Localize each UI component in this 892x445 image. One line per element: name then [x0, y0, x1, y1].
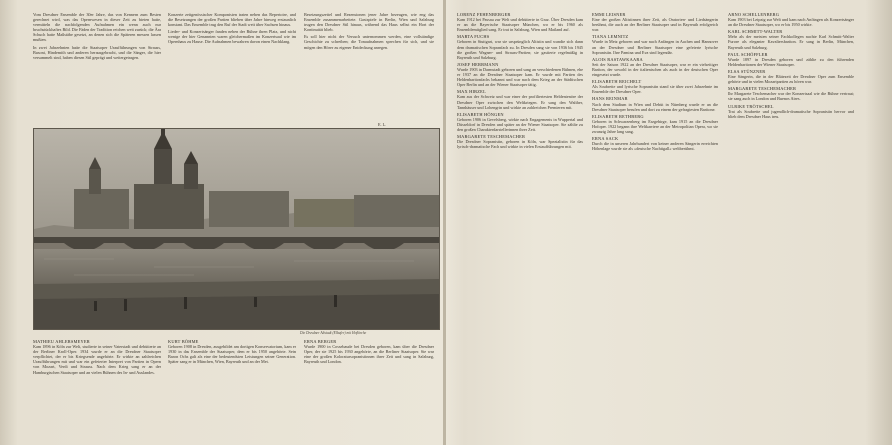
author-signature: E. L.: [378, 122, 387, 127]
singer-bio: Wurde 1903 in Darmstadt geboren und sang an verschiedenen Bühnen, ehe er 1937 an die Dresdner Staatsoper kam. Er wurde mit Partien des Heldenbaritonfachs bekannt und war nach dem Krieg an der Städtischen Oper Berlin und an der Wiener Staatsoper tätig.: [457, 66, 583, 88]
intro-paragraph: In zwei Jahrzehnten hatte die Staatsoper Uraufführungen von Strauss, Busoni, Hindemith und anderen herausgebracht, und die Sänger, die hier versammelt sind, haben diesen Stil geprägt und weitergetragen.: [33, 44, 161, 60]
singer-bio: Die Dresdner Sopranistin, geboren in Köln, war Spezialistin für das lyrisch-dramatische Fach und wirkte in vielen Erstaufführungen mit.: [457, 139, 583, 150]
singer-name: ULRIKE TRÖTSCHEL: [728, 103, 774, 109]
singer-name: ALOIS RASTAWKAARA: [592, 56, 643, 62]
singer-name: MARGARETE TESCHEMACHER: [457, 134, 526, 140]
singer-bio: Trat als Soubrette und jugendlich-dramatische Sopranistin hervor und blieb dem Dresdner Haus treu.: [728, 108, 854, 119]
singer-name: ELISABETH HÖNGEN: [457, 111, 504, 117]
singer-bio: Geboren 1908 in Dresden, ausgebildet am dortigen Konservatorium, kam er 1930 in das Ensemble der Staatsoper, dem er bis 1950 angehörte. Sein Baron Ochs galt als eine der bedeutendsten Leistungen seiner Generation. Später sang er in München, Wien, Bayreuth und an der Met.: [168, 344, 296, 365]
singer-bio: Als Soubrette und lyrische Sopranistin stand sie über zwei Jahrzehnte im Ensemble der Dresdner Oper.: [592, 84, 718, 95]
intro-paragraph: Es soll hier nicht der Versuch unternommen werden, eine vollständige Geschichte zu schreiben; die Tonaufnahmen sprechen für sich, und sie mögen den Hörer zu eigener Entdeckung anregen.: [304, 34, 434, 50]
singer-name: MAX HIRZEL: [457, 89, 486, 95]
singer-bio: Kam 1912 bei Passau zur Welt und debütierte in Graz. Über Dresden kam er an die Bayerische Staatsoper München, wo er bis 1960 als Ensemblemitglied sang. Er trat in Salzburg, Wien und Mailand auf.: [457, 17, 583, 33]
intro-paragraph: Vom Dresdner Ensemble der 30er Jahre, das von Kennern zum Besten gerechnet wird, was das Opernwesen in dieser Zeit zu bieten hatte, vermitteln die nachfolgenden Aufnahmen ein wenn auch nur bruchstückhaftes Bild. Die Fäden der Tradition reichen weit zurück; die Ära Schuch hatte Maßstäbe gesetzt, an denen sich die Späteren messen lassen mußten.: [33, 12, 161, 43]
spine-fold: [443, 0, 446, 445]
bio-column-right-1: [457, 10, 583, 438]
photo-caption: Die Dresdner Altstadt (Elbufer) mit Hofkirche: [300, 331, 367, 335]
singer-name: PAUL SCHÖFFLER: [728, 51, 768, 57]
intro-column-2: [168, 12, 296, 124]
singer-bio: Seit der Saison 1922 an der Dresdner Staatsoper, war er ein vielseitiger Bariton, der sowohl in der italienischen als auch in der deutschen Oper eingesetzt wurde.: [592, 61, 718, 78]
singer-name: HANS REINMAR: [592, 96, 628, 102]
bio-column-right-3: [728, 10, 854, 438]
singer-name: ELISABETH RETHBERG: [592, 113, 644, 119]
singer-bio: Wurde 1900 in Cossebaude bei Dresden geboren, kam über die Dresdner Oper, der sie 1925 bis 1930 angehörte, an die Berliner Staatsoper. Sie war eine der großen Koloratursopranistinnen ihrer Zeit und sang in Salzburg, Bayreuth und London.: [304, 344, 434, 365]
singer-bio: Ihr Margarete Teschemacher war der Konzertsaal wie die Bühne vertraut; sie sang auch in London und Buenos Aires.: [728, 91, 854, 102]
singer-name: KARL SCHMITT-WALTER: [728, 29, 783, 35]
singer-bio: Wurde 1897 in Dresden geboren und zählte zu den führenden Heldenbaritonen der Wiener Staatsoper.: [728, 56, 854, 67]
singer-bio: Eine der großen Altistinnen ihrer Zeit, als Oratorien- und Liedsängerin berühmt, die auch an der Berliner Staatsoper und in Bayreuth erfolgreich war.: [592, 17, 718, 33]
bio-column-left-2: [168, 337, 296, 437]
singer-name: MATHIEU AHLERSMEYER: [33, 339, 90, 344]
intro-paragraph: Lieder- und Konzertsänger fanden neben der Bühne ihren Platz, und nicht wenige der hier Genannten waren gleichermaßen im Konzertsaal wie im Opernhaus zu Hause. Die Aufnahmen bewahren davon einen Nachklang.: [168, 29, 296, 45]
singer-bio: Nach dem Studium in Wien und Debüt in Nürnberg wurde er an die Dresdner Staatsoper berufen und dort zu einem der gefragtesten Baritone.: [592, 101, 718, 112]
singer-name: KURT BÖHME: [168, 339, 199, 344]
bio-column-right-2: [592, 10, 718, 438]
singer-name: MARTA FUCHS: [457, 34, 490, 40]
singer-name: TIANA LEMNITZ: [592, 34, 629, 40]
singer-bio: Geboren in Stuttgart, war sie ursprünglich Altistin und wandte sich dann dem dramatischen Sopranfach zu. In Dresden sang sie von 1936 bis 1945 die großen Wagner- und Strauss-Partien; sie gastierte regelmäßig in Bayreuth und Salzburg.: [457, 39, 583, 60]
bio-column-left-1: [33, 337, 161, 437]
intro-paragraph: Konzerte zeitgenössischer Komponisten traten neben das Repertoire, und die Besetzungen der großen Partien blieben über Jahre hinweg erstaunlich konstant. Das Ensemble trug den Ruf der Stadt weit über Sachsen hinaus.: [168, 12, 296, 28]
singer-bio: Durch die in unseren Jahrhundert von keiner anderen Sängerin erreichten Höhenlage wurde sie als »deutsche Nachtigall« weltberühmt.: [592, 141, 718, 152]
singer-name: LORENZ FEHENBERGER: [457, 12, 511, 17]
singer-name: ELSA STÜNZNER: [728, 68, 766, 74]
singer-bio: Mehr als der meisten seiner Fachkollegen nachte Karl Schmitt-Walter Furore als eleganter Kavaliersbariton. Er sang in Berlin, München, Bayreuth und Salzburg.: [728, 34, 854, 50]
singer-bio: Eine Sängerin, die in der Blütezeit der Dresdner Oper zum Ensemble gehörte und in vielen Mozartpartien zu hören war.: [728, 74, 854, 85]
intro-paragraph: Besetzungszettel und Rezensionen jener Jahre bezeugen, wie eng das Ensemble zusammenarbeitete. Gastspiele in Berlin, Wien und Salzburg trugen den Dresdner Stil hinaus, während das Haus selbst ein Hort der Kontinuität blieb.: [304, 12, 434, 33]
intro-column-1: [33, 12, 161, 124]
singer-name: MARGARETE TESCHEMACHER: [728, 86, 797, 92]
singer-bio: Kam 1896 in Köln zur Welt, studierte in seiner Vaterstadt und debütierte an der Berliner Kroll-Oper. 1934 wurde er an die Dresdner Staatsoper verpflichtet, der er bis Kriegsende angehörte. Er wirkte an zahlreichen Uraufführungen mit und war ein gefeierter Interpret von Partien in Opern von Mozart, Verdi und Strauss. Nach dem Krieg sang er an der Hamburgischen Staatsoper und an vielen Bühnen des In- und Auslandes.: [33, 344, 161, 375]
singer-bio: Geboren 1906 in Gevelsberg, wirkte nach Engagements in Wuppertal und Düsseldorf in Dresden und später an der Wiener Staatsoper. Sie zählte zu den großen Charakterdarstellerinnen ihrer Zeit.: [457, 116, 583, 132]
singer-name: JOSEF HERRMANN: [457, 61, 499, 67]
singer-bio: Geboren in Schwarzenberg im Erzgebirge, kam 1915 an die Dresdner Hofoper. 1922 begann ihre Weltkarriere an der Metropolitan Opera, wo sie zwanzig Jahre lang sang.: [592, 118, 718, 134]
dresden-cityscape-photo: [33, 128, 440, 330]
singer-name: ERNA BERGER: [304, 339, 337, 344]
singer-name: ERNA SACK: [592, 136, 619, 142]
singer-name: ARNO SCHELLENBERG: [728, 12, 780, 17]
singer-bio: Kam 1903 bei Leipzig zur Welt und kam nach Anfängen als Konzertsänger an die Dresdner Staatsoper, wo er bis 1950 wirkte.: [728, 17, 854, 28]
singer-bio: Wurde in Metz geboren und war nach Anfängen in Aachen und Hannover an der Dresdner und Berliner Staatsoper eine gefeierte lyrische Sopranistin. Ihre Pamina und Eva sind legendär.: [592, 39, 718, 55]
intro-column-3: [304, 12, 434, 120]
bio-column-left-3: [304, 337, 434, 437]
singer-bio: Kam aus der Schweiz und war einer der profiliertesten Heldentenöre der Dresdner Oper zwischen den Weltkriegen. Er sang den Walther, Tannhäuser und Lohengrin und wirkte an zahlreichen Premieren mit.: [457, 94, 583, 110]
singer-name: ELISABETH REICHELT: [592, 79, 642, 85]
dresden-cityscape-illustration: [34, 129, 439, 329]
singer-name: EMMI LEISNER: [592, 12, 626, 17]
